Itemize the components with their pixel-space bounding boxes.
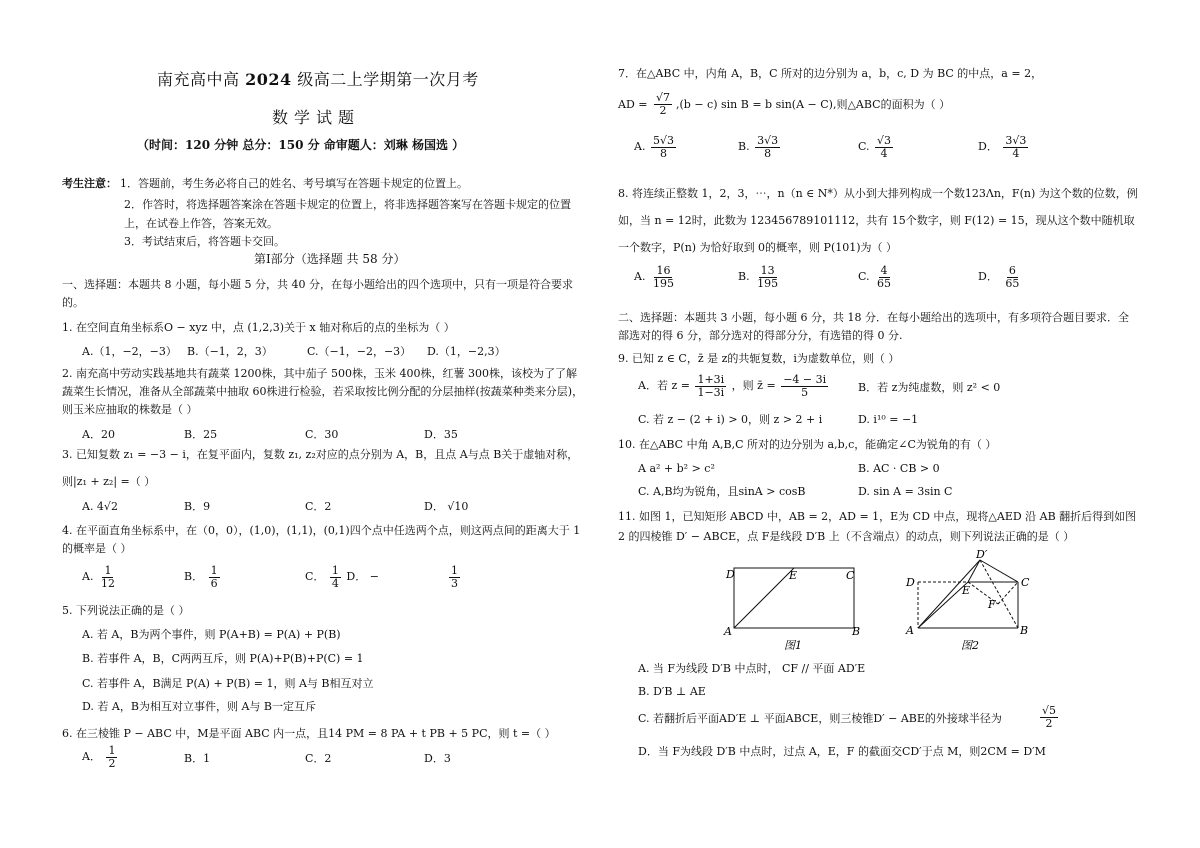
q4-fraction-c: $\frac{1}{4}$ — [331, 564, 339, 590]
svg-text:D: D — [726, 568, 735, 581]
q6-option-c: C．2 — [305, 752, 332, 765]
exam-title: 南充高中高 2024 级高二上学期第一次月考 — [157, 70, 479, 89]
figure-2-caption: 图2 — [961, 639, 979, 652]
q1-stem: 1. 在空间直角坐标系O − xyz 中，点 (1,2,3)关于 x 轴对称后的点的坐标为（ ） — [62, 321, 455, 334]
exam-subtitle: 数学试题 — [272, 108, 361, 127]
section1-instructions: 一、选择题：本题共 8 小题，每小题 5 分，共 40 分，在每小题给出的四个选项中，只有一项是符合要求的。 — [62, 278, 573, 309]
part1-heading: 第Ⅰ部分（选择题 共 58 分） — [254, 252, 406, 266]
q7-fraction-b: $\frac{3√3}{8}$ — [757, 134, 779, 160]
svg-text:E: E — [789, 569, 798, 582]
q3-option-c: C．2 — [305, 500, 332, 513]
q7-fraction-d: $\frac{3√3}{4}$ — [1005, 134, 1027, 160]
svg-text:A: A — [906, 624, 914, 637]
q9-option-a: A．若 z = $\frac{1+3i}{1-3i}$ ，则 z̄ = $\frac{-4 - 3i}{5}$ — [638, 373, 827, 399]
q9-fraction-a2: $\frac{-4 - 3i}{5}$ — [783, 373, 827, 399]
q11-figures — [718, 548, 1048, 654]
svg-text:B: B — [1020, 624, 1029, 637]
q4-option-d — [447, 565, 462, 589]
q8-fraction-d: $\frac{6}{65}$ — [1005, 264, 1020, 290]
q6-option-a: A． $\frac{1}{2}$ — [82, 744, 116, 770]
q5-option-d: D. 若 A，B为相互对立事件，则 A与 B一定互斥 — [82, 700, 316, 713]
svg-text:B: B — [852, 625, 861, 638]
q3-option-b: B．9 — [184, 500, 211, 513]
notice-label: 考生注意： — [62, 177, 117, 190]
q7-option-c: C. $\frac{√3}{4}$ — [858, 134, 892, 160]
q2-stem: 2. 南充高中劳动实践基地共有蔬菜 1200株，其中茄子 500株，玉米 400株，红薯 300株，该校为了了解蔬菜生长情况，准备从全部蔬菜中抽取 60株进行检验，若采取按比例分配的分层抽样(按蔬菜种类来分层)，则玉米应抽取的株数是（ ） — [62, 367, 584, 416]
q6-stem: 6. 在三棱锥 P − ABC 中，M是平面 ABC 内一点，且14 PM = 8 PA + t PB + 5 PC，则 t =（ ） — [62, 727, 556, 740]
section2-instructions: 二、选择题：本题共 3 小题，每小题 6 分，共 18 分．在每小题给出的选项中，有多项符合题目要求．全部选对的得 6 分，部分选对的得部分分，有选错的得 0 分. — [618, 311, 1129, 342]
q2-option-a: A．20 — [82, 428, 115, 441]
q10-option-d: D. sin A = 3sin C — [858, 485, 953, 498]
svg-text:D′: D′ — [976, 548, 988, 561]
q8-fraction-c: $\frac{4}{65}$ — [877, 264, 892, 290]
svg-text:C: C — [1021, 576, 1030, 589]
q8-stem: 8. 将连续正整数 1，2，3，⋯，n（n ∈ N*）从小到大排列构成一个数123Λn，F(n) 为这个数的位数，例如，当 n = 12时，此数为 123456789101112，共有 15个数字，则 F(12) = 15，现从这个数中随机取一个数字，P(n) 为恰好取到 0的概率，则 P(101)为（ ） — [618, 187, 1138, 254]
q10-option-c: C. A,B均为锐角，且sinA > cosB — [638, 485, 806, 498]
notice-item-1: 1．答题前，考生务必将自己的姓名、考号填写在答题卡规定的位置上。 — [120, 177, 468, 190]
q9-fraction-a1: $\frac{1+3i}{1-3i}$ — [697, 373, 725, 399]
q3-stem-2: 则|z₁ + z₂| =（ ） — [62, 475, 156, 488]
q9-option-b: B．若 z为纯虚数，则 z² < 0 — [858, 381, 1001, 394]
q11-option-a: A. 当 F为线段 D′B 中点时， CF // 平面 AD′E — [638, 662, 866, 675]
q7-fraction-a: $\frac{5√3}{8}$ — [652, 134, 674, 160]
q2-option-c: C．30 — [305, 428, 339, 441]
q8-option-c: C. $\frac{4}{65}$ — [858, 264, 892, 290]
q4-option-b: B． $\frac{1}{6}$ — [184, 564, 218, 590]
notice-item-3: 3．考试结束后，将答题卡交回。 — [124, 235, 285, 248]
q2-option-b: B．25 — [184, 428, 218, 441]
q1-option-d: D.（1，−2,3） — [427, 345, 506, 358]
q2-option-d: D．35 — [424, 428, 458, 441]
q1-option-c: C.（−1，−2，−3） — [307, 345, 412, 358]
q7-stem-1: 7．在△ABC 中，内角 A，B，C 所对的边分别为 a，b，c, D 为 BC 的中点，a = 2， — [618, 67, 1043, 80]
q3-option-d: D． √10 — [424, 500, 469, 513]
q4-option-a: A. $\frac{1}{12}$ — [82, 564, 115, 590]
q8-fraction-b: $\frac{13}{195}$ — [757, 264, 779, 290]
q8-option-a: A. $\frac{16}{195}$ — [634, 264, 674, 290]
q10-stem: 10. 在△ABC 中角 A,B,C 所对的边分别为 a,b,c，能确定∠C为锐角的有（ ） — [618, 438, 997, 451]
q11-option-c: C. 若翻折后平面AD′E ⊥ 平面ABCE，则三棱锥D′ − ABE的外接球半径为 — [638, 712, 1002, 725]
q7-stem-2-rest: ,(b − c) sin B = b sin(A − C),则△ABC的面积为（ ） — [676, 98, 951, 111]
q10-option-b: B. AC · CB > 0 — [858, 462, 940, 475]
q7-fraction-c: $\frac{√3}{4}$ — [877, 134, 892, 160]
q4-fraction-a: $\frac{1}{12}$ — [100, 564, 115, 590]
q11-option-c-fraction: $\frac{√5}{2}$ — [1042, 704, 1057, 730]
q6-fraction-a: $\frac{1}{2}$ — [108, 744, 116, 770]
svg-text:D: D — [906, 576, 915, 589]
q8-fraction-a: $\frac{16}{195}$ — [652, 264, 674, 290]
q7-option-a: A. $\frac{5√3}{8}$ — [634, 134, 674, 160]
q8-option-b: B. $\frac{13}{195}$ — [738, 264, 779, 290]
q5-option-c: C. 若事件 A，B满足 P(A) + P(B) = 1，则 A与 B相互对立 — [82, 677, 374, 690]
q7-option-b: B. $\frac{3√3}{8}$ — [738, 134, 779, 160]
q6-option-b: B．1 — [184, 752, 211, 765]
figure-2-pyramid — [905, 548, 1030, 652]
q4-fraction-d: $\frac{1}{3}$ — [451, 564, 458, 590]
figure-1-caption: 图1 — [784, 639, 802, 652]
q3-option-a: A. 4√2 — [82, 500, 118, 513]
exam-meta: （时间：120 分钟 总分：150 分 命审题人：刘琳 杨国选 ） — [137, 138, 465, 152]
q8-option-d: D． $\frac{6}{65}$ — [978, 264, 1020, 290]
q4-stem: 4. 在平面直角坐标系中，在（0，0），(1,0)，(1,1)，(0,1)四个点中任选两个点，则这两点间的距离大于 1的概率是（ ） — [62, 524, 581, 555]
svg-text:F: F — [988, 598, 996, 611]
q9-option-d: D. i¹⁰ = −1 — [858, 413, 919, 426]
q1-option-b: B.（−1，2，3） — [187, 345, 273, 358]
q11-option-d: D．当 F为线段 D′B 中点时，过点 A，E，F 的截面交CD′于点 M，则2CM = D′M — [638, 745, 1046, 758]
q7-ad-fraction: $\frac{√7}{2}$ — [656, 91, 671, 117]
q5-option-a: A. 若 A，B为两个事件，则 P(A+B) = P(A) + P(B) — [82, 628, 341, 641]
svg-text:A: A — [724, 625, 732, 638]
q5-option-b: B. 若事件 A，B，C两两互斥，则 P(A)+P(B)+P(C) = 1 — [82, 652, 364, 665]
q10-option-a: A a² + b² > c² — [638, 462, 715, 475]
q11-stem: 11. 如图 1，已知矩形 ABCD 中，AB = 2，AD = 1，E为 CD 中点，现将△AED 沿 AB 翻折后得到如图 2 的四棱锥 D′ − ABCE，点 F是线段 D′B 上（不含端点）的动点，则下列说法正确的是（ ） — [618, 510, 1137, 543]
q9-stem: 9. 已知 z ∈ C，z̄ 是 z的共轭复数，i为虚数单位，则（ ） — [618, 352, 900, 365]
svg-text:E: E — [962, 584, 971, 597]
q7-ad-label: AD = — [618, 98, 648, 111]
q7-option-d: D． $\frac{3√3}{4}$ — [978, 134, 1027, 160]
q9-option-c: C. 若 z − (2 + i) > 0，则 z > 2 + i — [638, 413, 823, 426]
notice-item-2: 2．作答时，将选择题答案涂在答题卡规定的位置上，将非选择题答案写在答题卡规定的位置上，在试卷上作答，答案无效。 — [124, 198, 571, 230]
q4-option-c: C． $\frac{1}{4}$ D． − — [305, 564, 379, 590]
q1-option-a: A.（1，−2，−3） — [82, 345, 177, 358]
q6-option-d: D．3 — [424, 752, 451, 765]
q4-fraction-b: $\frac{1}{6}$ — [210, 564, 218, 590]
q5-stem: 5. 下列说法正确的是（ ） — [62, 604, 190, 617]
figure-1-rectangle — [723, 568, 860, 652]
q11-option-b: B. D′B ⊥ AE — [638, 685, 706, 698]
q3-stem-1: 3. 已知复数 z₁ = −3 − i，在复平面内，复数 z₁, z₂对应的点分别为 A，B，且点 A与点 B关于虚轴对称， — [62, 448, 579, 461]
svg-text:C: C — [846, 569, 855, 582]
